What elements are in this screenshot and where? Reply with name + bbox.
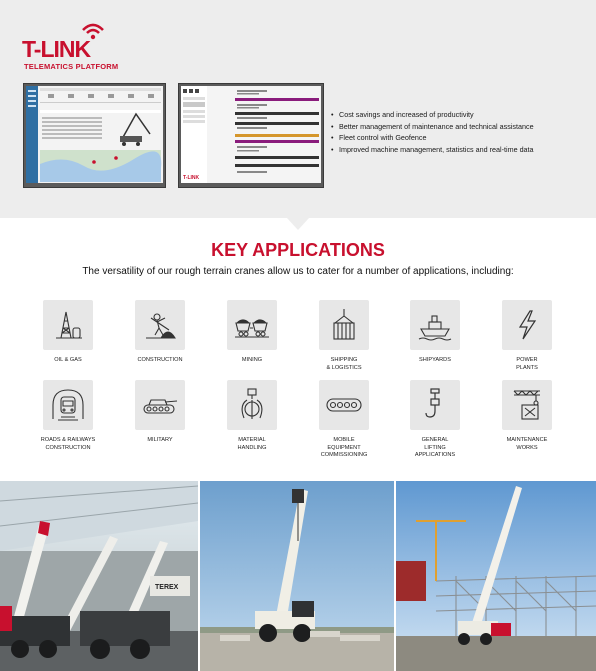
crane-brand-label: TEREX (155, 584, 179, 591)
svg-text:T-LINK: T-LINK (183, 175, 200, 181)
tank-icon (135, 380, 185, 430)
oil-derrick-icon (43, 300, 93, 350)
feature-item: • Improved machine management, statistics and real-time data (331, 144, 534, 154)
train-tunnel-icon (43, 380, 93, 430)
lightning-icon (502, 300, 552, 350)
section-divider-arrow (287, 218, 309, 230)
ship-icon (410, 300, 460, 350)
maintenance-crane-icon (502, 380, 552, 430)
crane-fleet-photo (0, 481, 198, 671)
section-title: KEY APPLICATIONS (211, 240, 385, 260)
logo-tagline: TELEMATICS PLATFORM (24, 62, 119, 71)
feature-item: • Cost savings and increased of productivity (331, 110, 474, 119)
feature-item: • Fleet control with Geofence (331, 133, 427, 142)
logo-text: T-LINK (22, 36, 91, 62)
dashboard-screenshot (23, 83, 166, 188)
mining-cart-icon (227, 300, 277, 350)
event-log-screenshot (178, 83, 324, 188)
construction-site-crane-photo (396, 481, 596, 671)
feature-item: • Better management of maintenance and technical assistance (331, 121, 534, 131)
construction-worker-icon (135, 300, 185, 350)
grapple-icon (227, 380, 277, 430)
container-hook-icon (319, 300, 369, 350)
crane-hook-icon (410, 380, 460, 430)
feature-list (331, 110, 534, 156)
section-subtitle: The versatility of our rough terrain cranes allow us to cater for a number of applications, including: (82, 266, 514, 277)
conveyor-icon (319, 380, 369, 430)
rough-terrain-crane-photo (200, 481, 394, 671)
